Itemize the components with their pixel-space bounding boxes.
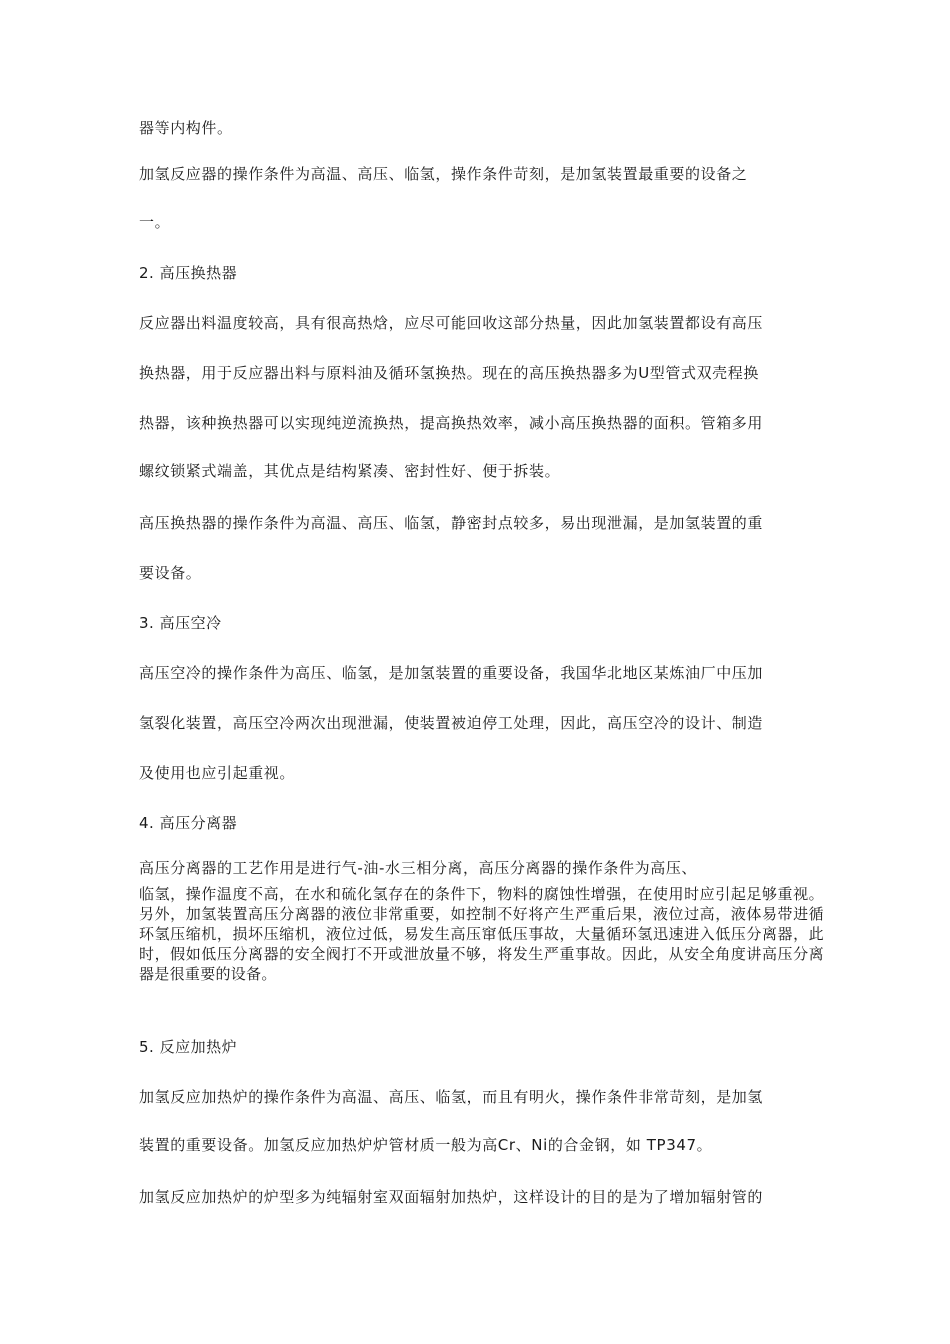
text-line: 换热器，用于反应器出料与原料油及循环氢换热。现在的高压换热器多为U型管式双壳程换 — [139, 364, 759, 382]
text-line: 装置的重要设备。加氢反应加热炉炉管材质一般为高Cr、Ni的合金钢，如 TP347。 — [139, 1136, 713, 1154]
text-line: 要设备。 — [139, 564, 202, 582]
text-line: 加氢反应加热炉的炉型多为纯辐射室双面辐射加热炉，这样设计的目的是为了增加辐射管的 — [139, 1188, 764, 1206]
text-line: 热器，该种换热器可以实现纯逆流换热，提高换热效率，减小高压换热器的面积。管箱多用 — [139, 414, 764, 432]
text-line: 反应器出料温度较高，具有很高热焓，应尽可能回收这部分热量，因此加氢装置都设有高压 — [139, 314, 764, 332]
section-heading: 3. 高压空冷 — [139, 614, 222, 632]
text-line: 加氢反应加热炉的操作条件为高温、高压、临氢，而且有明火，操作条件非常苛刻，是加氢 — [139, 1088, 764, 1106]
text-line: 高压换热器的操作条件为高温、高压、临氢，静密封点较多，易出现泄漏，是加氢装置的重 — [139, 514, 764, 532]
section-heading: 2. 高压换热器 — [139, 264, 238, 282]
text-line: 螺纹锁紧式端盖，其优点是结构紧凑、密封性好、便于拆装。 — [139, 462, 561, 480]
section-heading: 4. 高压分离器 — [139, 814, 238, 832]
text-line: 氢裂化装置，高压空冷两次出现泄漏，使装置被迫停工处理，因此，高压空冷的设计、制造 — [139, 714, 764, 732]
text-line: 加氢反应器的操作条件为高温、高压、临氢，操作条件苛刻，是加氢装置最重要的设备之 — [139, 165, 748, 183]
text-line: 器等内构件。 — [139, 119, 233, 137]
text-line: 高压空冷的操作条件为高压、临氢，是加氢装置的重要设备，我国华北地区某炼油厂中压加 — [139, 664, 764, 682]
text-line: 一。 — [139, 213, 171, 231]
section-heading: 5. 反应加热炉 — [139, 1038, 238, 1056]
text-line: 及使用也应引起重视。 — [139, 764, 296, 782]
dense-paragraph: 临氢，操作温度不高，在水和硫化氢存在的条件下，物料的腐蚀性增强，在使用时应引起足够重视。另外，加氢装置高压分离器的液位非常重要，如控制不好将产生严重后果，液位过高，液体易带进循环氢压缩机，损坏压缩机，液位过低，易发生高压窜低压事故，大量循环氢迅速进入低压分离器，此时，假如低压分离器的安全阀打不开或泄放量不够，将发生严重事故。因此，从安全角度讲高压分离器是很重要的设备。 — [139, 885, 824, 983]
text-line: 高压分离器的工艺作用是进行气-油-水三相分离，高压分离器的操作条件为高压、 — [139, 859, 698, 877]
